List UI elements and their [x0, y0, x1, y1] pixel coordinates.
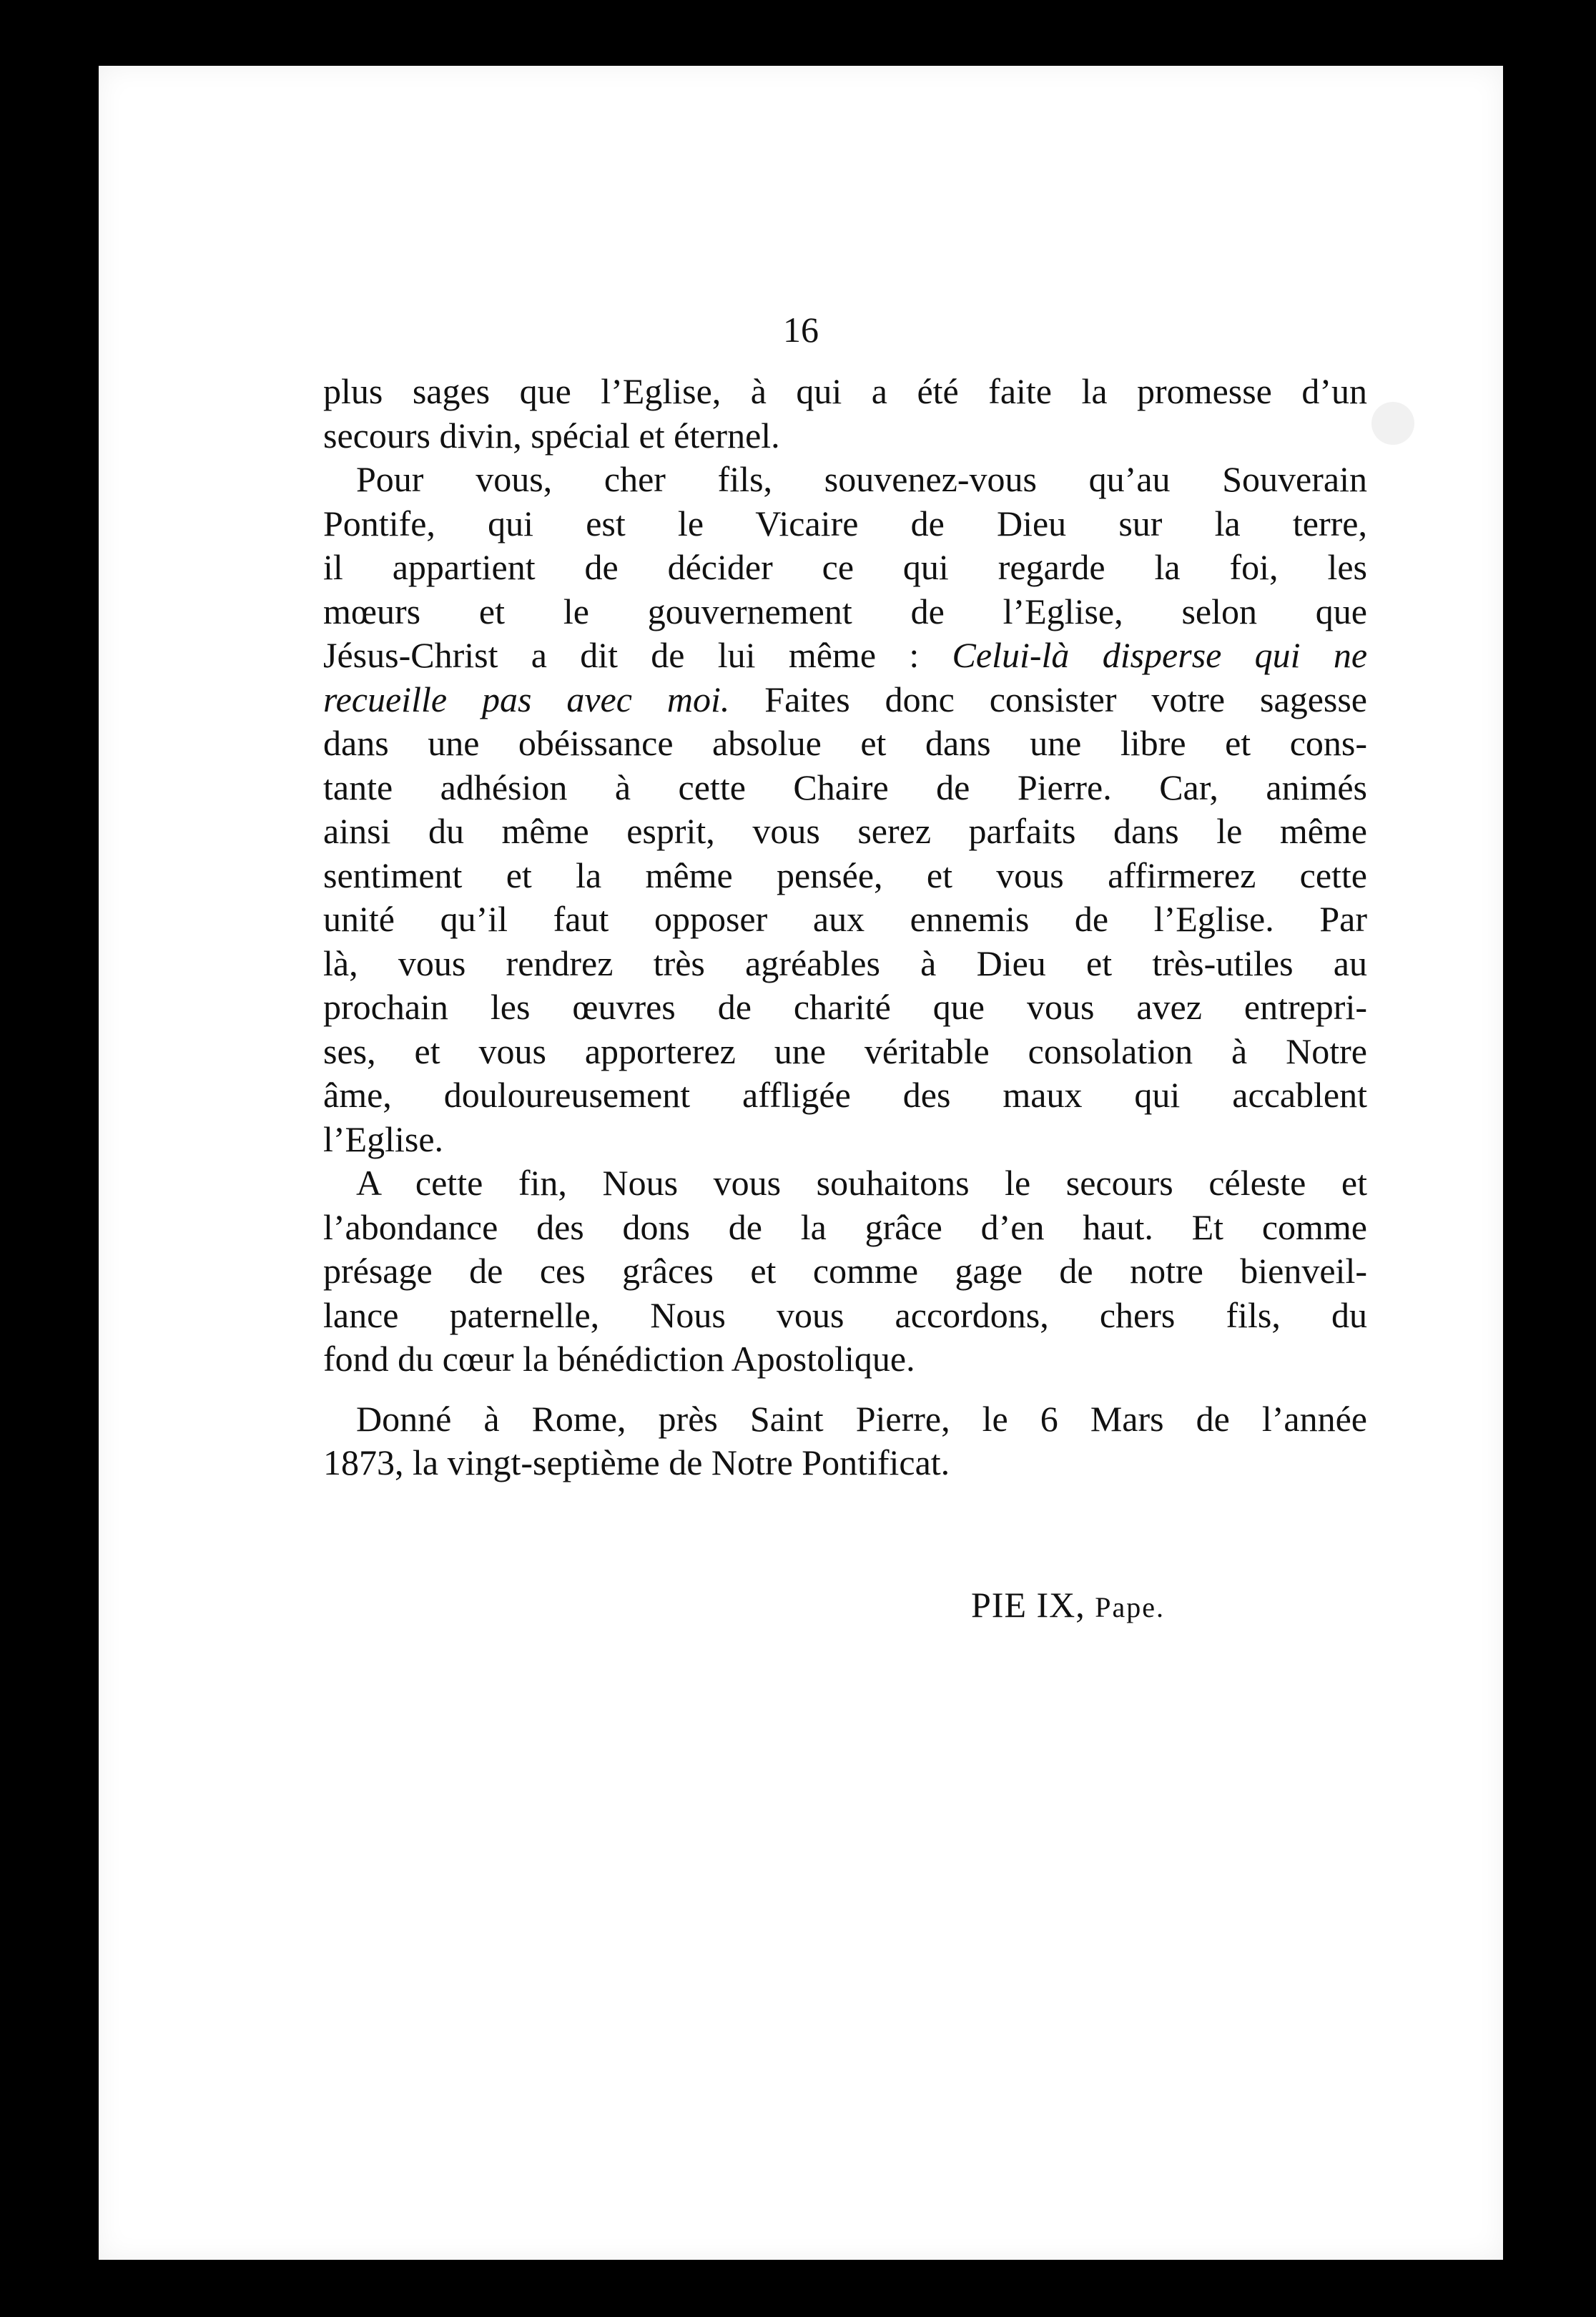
text-line: A cette fin, Nous vous souhaitons le secours céleste et [356, 1163, 1367, 1203]
text-line: sentiment et la même pensée, et vous affirmerez cette [323, 855, 1367, 895]
text-line: l’Eglise. [323, 1118, 444, 1159]
text-line-quote-end [323, 678, 1367, 722]
text-segment: Jésus-Christ a dit de lui même : [323, 635, 920, 675]
text-line: prochain les œuvres de charité que vous avez entrepri- [323, 987, 1367, 1027]
document-page [99, 66, 1503, 2260]
text-line: secours divin, spécial et éternel. [323, 415, 780, 456]
signature [971, 1584, 1165, 1625]
text-line: unité qu’il faut opposer aux ennemis de l’Eglise. Par [323, 899, 1367, 939]
paragraph-1 [323, 370, 1367, 458]
text-line: fond du cœur la bénédiction Apostolique. [323, 1339, 915, 1379]
paragraph-date [323, 1397, 1367, 1485]
text-line: il appartient de décider ce qui regarde la foi, les [323, 547, 1367, 587]
text-line-quote-start [323, 634, 1367, 678]
text-line: mœurs et le gouvernement de l’Eglise, selon que [323, 591, 1367, 631]
text-line: âme, douloureusement affligée des maux qui accablent [323, 1075, 1367, 1115]
paper-stain [1371, 402, 1414, 445]
text-line: l’abondance des dons de la grâce d’en haut. Et comme [323, 1206, 1367, 1247]
paragraph-2 [323, 458, 1367, 1161]
italic-quote: recueille pas avec moi. [323, 679, 730, 719]
text-line: là, vous rendrez très agréables à Dieu et très-utiles au [323, 943, 1367, 983]
text-line: plus sages que l’Eglise, à qui a été faite la promesse d’un [323, 371, 1367, 411]
italic-quote: Celui-là disperse qui ne [952, 635, 1368, 675]
text-line: ses, et vous apporterez une véritable consolation à Notre [323, 1030, 1367, 1071]
text-line: tante adhésion à cette Chaire de Pierre. Car, animés [323, 767, 1367, 807]
text-line: 1873, la vingt-septième de Notre Pontificat. [323, 1442, 950, 1482]
letter-body [323, 370, 1367, 1485]
text-line: Pontife, qui est le Vicaire de Dieu sur la terre, [323, 503, 1367, 543]
text-line: dans une obéissance absolue et dans une libre et cons- [323, 723, 1367, 763]
text-line: présage de ces grâces et comme gage de notre bienveil- [323, 1251, 1367, 1291]
text-line: lance paternelle, Nous vous accordons, chers fils, du [323, 1294, 1367, 1335]
page-number: 16 [783, 310, 819, 350]
text-line: Donné à Rome, près Saint Pierre, le 6 Mars de l’année [356, 1398, 1367, 1439]
signature-title: Pape. [1095, 1591, 1166, 1623]
text-line: Pour vous, cher fils, souvenez-vous qu’au Souverain [356, 459, 1367, 499]
signature-name: PIE IX, [971, 1585, 1085, 1625]
text-line: ainsi du même esprit, vous serez parfaits dans le même [323, 811, 1367, 851]
text-segment: Faites donc consister votre sagesse [764, 679, 1367, 719]
paragraph-3 [323, 1161, 1367, 1382]
